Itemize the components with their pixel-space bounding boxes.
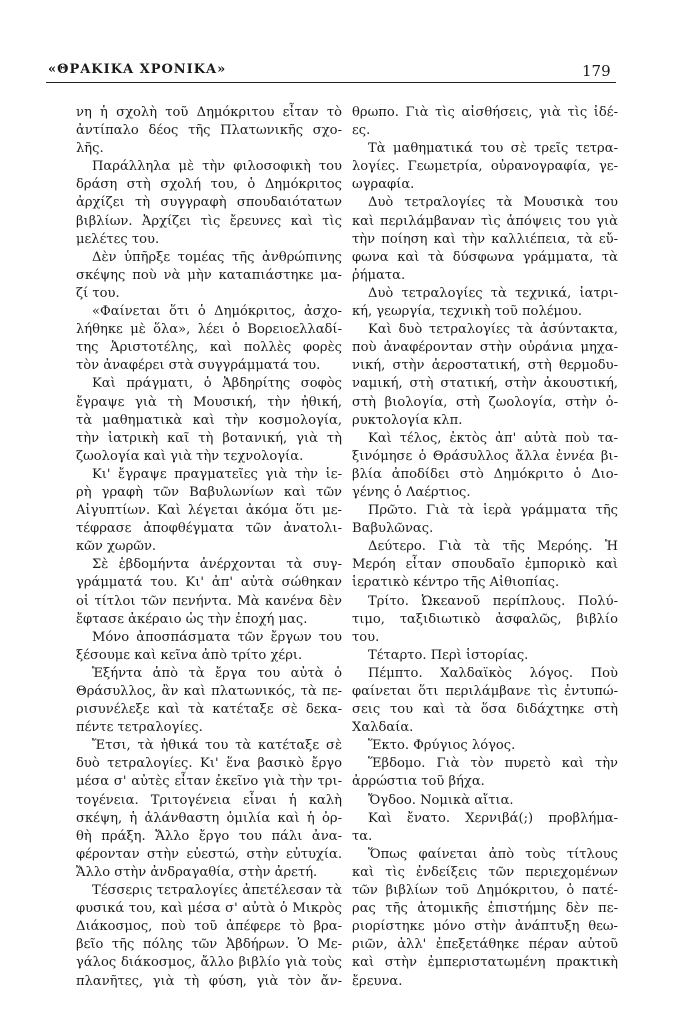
text-line: δράση στὴ σχολή του, ὁ Δημόκριτος	[76, 177, 342, 193]
text-line: ἱερατικὸ κέντρο τῆς Αἰθιοπίας.	[352, 575, 560, 591]
text-line: τέφρασε ἀποφθέγματα τῶν ἀνατολι-	[76, 521, 342, 537]
text-line: κῶν χωρῶν.	[76, 539, 157, 555]
text-line: τα.	[352, 828, 373, 844]
text-line: ῥήματα.	[352, 267, 406, 283]
text-line: σκέψης ποὺ νὰ μὴν καταπιάστηκε μα-	[76, 267, 342, 283]
text-line: Δὲν ὑπῆρξε τομέας τῆς ἀνθρώπινης	[92, 249, 342, 265]
text-line: Καὶ πράγματι, ὁ Ἀβδηρίτης σοφὸς	[92, 376, 342, 392]
text-line: σεις του καὶ τὰ ὅσα διδάχτηκε στὴ	[352, 702, 618, 718]
text-line: πλανῆτες, γιὰ τὴ φύση, γιὰ τὸν ἄν-	[76, 973, 342, 989]
text-line: Θράσυλλος, ἂν καὶ πλατωνικός, τὰ πε-	[76, 684, 342, 699]
text-line: Τέσσερις τετραλογίες ἀπετέλεσαν τὰ	[92, 883, 342, 899]
text-line: βιβλίων. Ἀρχίζει τὶς ἔρευνες καὶ τὶς	[76, 213, 342, 229]
text-line: καὶ περιλάμβαναν τὶς ἀπόψεις του γιὰ	[352, 213, 618, 229]
text-line: Δυὸ τετραλογίες τὰ Μουσικὰ του	[368, 195, 618, 211]
text-line: βλία ἀποδίδει στὸ Δημόκριτο ὁ Διο-	[352, 466, 618, 482]
text-line: τὸν ἀναφέρει στὰ συγγράμματά του.	[76, 358, 321, 374]
text-line: Ὄγδοο. Νομικὰ αἴτια.	[368, 792, 514, 808]
text-line: ἀρρώστια τοῦ βήχα.	[352, 774, 485, 790]
text-line: ες.	[352, 123, 371, 139]
text-line: ρυκτολογία κλπ.	[352, 412, 463, 428]
text-line: Καὶ ἔνατο. Χερνιβά(;) προβλήμα-	[368, 810, 618, 826]
page-number: 179	[582, 62, 611, 80]
text-line: νη ἡ σχολὴ τοῦ Δημόκριτου εἶταν τὸ	[76, 105, 342, 120]
text-line: φαίνεται ὅτι περιλάμβανε τὶς ἐντυπώ-	[352, 684, 618, 699]
text-line: Δεύτερο. Γιὰ τὰ τῆς Μερόης. Ἡ	[368, 539, 618, 555]
text-line: ναμική, στὴ στατική, στὴν ἀκουστική,	[352, 376, 618, 392]
text-line: Παράλληλα μὲ τὴν φιλοσοφικὴ του	[92, 159, 342, 175]
text-line: ἀρχίζει τὴ συγγραφὴ σπουδαιότατων	[76, 195, 342, 211]
text-line: Ὅπως φαίνεται ἀπὸ τοὺς τίτλους	[368, 846, 618, 862]
text-line: Μόνο ἀποσπάσματα τῶν ἔργων του	[92, 629, 342, 645]
text-line: Καὶ δυὸ τετραλογίες τὰ ἀσύντακτα,	[368, 322, 618, 338]
text-line: Μερόη εἶταν σπουδαῖο ἐμπορικὸ καὶ	[352, 557, 618, 573]
text-line: τὴν ποίηση καὶ τὴν καλλιέπεια, τὰ εὔ-	[352, 231, 618, 247]
text-line: ρὴ γραφὴ τῶν Βαβυλωνίων καὶ τῶν	[76, 484, 342, 500]
text-line: ἀντίπαλο δέος τῆς Πλατωνικῆς σχο-	[76, 123, 342, 139]
text-line: καὶ στὴν ἐμπεριστατωμένη πρακτικὴ	[352, 955, 618, 971]
text-line: ριῶν, ἀλλ' ἐπεξετάθηκε πέραν αὐτοῦ	[352, 937, 618, 953]
text-line: Τὰ μαθηματικά του σὲ τρεῖς τετρα-	[368, 141, 618, 157]
text-line: βεῖο τῆς πόλης τῶν Ἀβδήρων. Ὁ Με-	[76, 937, 342, 953]
text-line: ζωολογία καὶ γιὰ τὴν τεχνολογία.	[76, 448, 304, 464]
text-line: γάλος διάκοσμος, ἄλλο βιβλίο γιὰ τοὺς	[76, 955, 342, 971]
text-line: ξινόμησε ὁ Θράσυλλος ἄλλα ἐννέα βι-	[352, 448, 618, 464]
text-line: λογίες. Γεωμετρία, οὐρανογραφία, γε-	[352, 159, 618, 175]
text-line: τῶν βιβλίων τοῦ Δημόκριτου, ὁ πατέ-	[352, 883, 618, 899]
text-line: μελέτες του.	[76, 231, 160, 247]
text-line: Πέμπτο. Χαλδαϊκὸς λόγος. Ποὺ	[368, 665, 618, 681]
text-line: γράμματά του. Κι' ἀπ' αὐτὰ σώθηκαν	[76, 575, 342, 591]
running-title: «ΘΡΑΚΙΚΑ ΧΡΟΝΙΚΑ»	[48, 62, 227, 77]
text-line: ἔγραψε γιὰ τὴ Μουσική, τὴν ἠθική,	[76, 394, 342, 410]
text-line: Καὶ τέλος, ἐκτὸς ἀπ' αὐτὰ ποὺ τα-	[368, 430, 618, 446]
text-line: τὴν ἰατρικὴ καῖ τὴ βοτανική, γιὰ τὴ	[76, 430, 342, 446]
text-line: Χαλδαία.	[352, 720, 414, 736]
text-line: Δυὸ τετραλογίες τὰ τεχνικά, ἰατρι-	[368, 285, 618, 301]
text-line: ξέσουμε καὶ κεῖνα ἀπὸ τρίτο χέρι.	[76, 647, 303, 663]
text-line: σκέψη, ἡ ἀλάνθαστη ὁμιλία καὶ ἡ ὀρ-	[76, 810, 342, 826]
text-line: Διάκοσμος, ποὺ τοῦ ἀπέφερε τὸ βρα-	[76, 919, 342, 935]
text-line: Ἕκτο. Φρύγιος λόγος.	[368, 738, 516, 754]
text-line: πέντε τετραλογίες.	[76, 720, 203, 736]
text-line: Σὲ ἑβδομήντα ἀνέρχονται τὰ συγ-	[92, 557, 342, 573]
text-line: ρας τῆς ἀτομικῆς ἐπιστήμης δὲν πε-	[352, 901, 618, 917]
text-line: ριορίστηκε μόνο στὴν ἀνάπτυξη θεω-	[352, 919, 618, 935]
text-line: Ἄλλο στὴν ἀνδραγαθία, στὴν ἀρετή.	[76, 864, 318, 880]
text-line: τὰ μαθηματικὰ καὶ τὴν κοσμολογία,	[76, 412, 342, 428]
text-line: «Φαίνεται ὅτι ὁ Δημόκριτος, ἀσχο-	[92, 304, 342, 320]
text-line: του.	[352, 629, 380, 645]
text-line: μέσα σ' αὐτὲς εἶταν ἐκεῖνο γιὰ τὴν τρι-	[76, 774, 342, 790]
text-line: ρισυνέλεξε καὶ τὰ κατέταξε σὲ δεκα-	[76, 702, 342, 718]
left-column	[76, 104, 342, 991]
text-line: Τέταρτο. Περὶ ἱστορίας.	[368, 647, 529, 663]
text-line: Πρῶτο. Γιὰ τὰ ἱερὰ γράμματα τῆς	[368, 503, 618, 519]
text-line: φωνα καὶ τὰ δύσφωνα γράμματα, τὰ	[352, 249, 618, 265]
text-line: ζί του.	[76, 285, 120, 301]
text-line: λήθηκε μὲ ὅλα», λέει ὁ Βορειοελλαδί-	[76, 322, 342, 338]
text-line: οἱ τίτλοι τῶν πενήντα. Μὰ κανένα δὲν	[76, 593, 342, 609]
text-line: τιμο, ταξιδιωτικὸ ἀσφαλῶς, βιβλίο	[352, 611, 618, 627]
text-line: Τρίτο. Ὠκεανοῦ περίπλους. Πολύ-	[368, 593, 618, 609]
text-line: ἔφτασε ἀκέραιο ὡς τὴν ἐποχή μας.	[76, 611, 308, 627]
text-line: ωγραφία.	[352, 177, 415, 193]
text-line: Κι' ἔγραψε πραγματεῖες γιὰ τὴν ἱε-	[92, 466, 342, 482]
text-line: νική, στὴν ἀεροστατική, στὴ θερμοδυ-	[352, 358, 618, 374]
text-line: γένης ὁ Λαέρτιος.	[352, 484, 471, 500]
text-line: Αἰγυπτίων. Καὶ λέγεται ἀκόμα ὅτι με-	[76, 503, 342, 519]
text-line: της Ἀριστοτέλης, καὶ πολλὲς φορὲς	[76, 340, 342, 356]
text-line: ποὺ ἀναφέρονταν στὴν οὐράνια μηχα-	[352, 340, 618, 356]
text-line: Ἑξήντα ἀπὸ τὰ ἔργα του αὐτὰ ὁ	[92, 665, 342, 681]
text-line: Βαβυλῶνας.	[352, 521, 434, 537]
text-line: στὴ βιολογία, στὴ ζωολογία, στὴν ὀ-	[352, 394, 618, 410]
text-line: Ἕβδομο. Γιὰ τὸν πυρετὸ καὶ τὴν	[368, 756, 618, 772]
text-line: καὶ τὶς ἐνδείξεις τῶν περιεχομένων	[352, 864, 618, 880]
text-line: λῆς.	[76, 141, 104, 157]
text-line: τογένεια. Τριτογένεια εἶναι ἡ καλὴ	[76, 792, 342, 808]
text-line: δυὸ τετραλογίες. Κι' ἕνα βασικὸ ἔργο	[76, 756, 342, 772]
text-line: ἔρευνα.	[352, 973, 403, 989]
text-line: κή, γεωργία, τεχνικὴ τοῦ πολέμου.	[352, 304, 583, 320]
text-line: θρωπο. Γιὰ τὶς αἰσθήσεις, γιὰ τὶς ἰδέ-	[352, 105, 618, 120]
text-line: Ἔτσι, τὰ ἠθικά του τὰ κατέταξε σὲ	[92, 738, 342, 754]
header-rule	[46, 82, 616, 83]
text-line: θὴ πράξη. Ἄλλο ἔργο του πάλι ἀνα-	[76, 828, 342, 844]
right-column	[352, 104, 618, 991]
text-line: φέρονταν στὴν εὐεστώ, στὴν εὐτυχία.	[76, 846, 342, 862]
text-line: φυσικά του, καὶ μέσα σ' αὐτὰ ὁ Μικρὸς	[76, 901, 342, 917]
